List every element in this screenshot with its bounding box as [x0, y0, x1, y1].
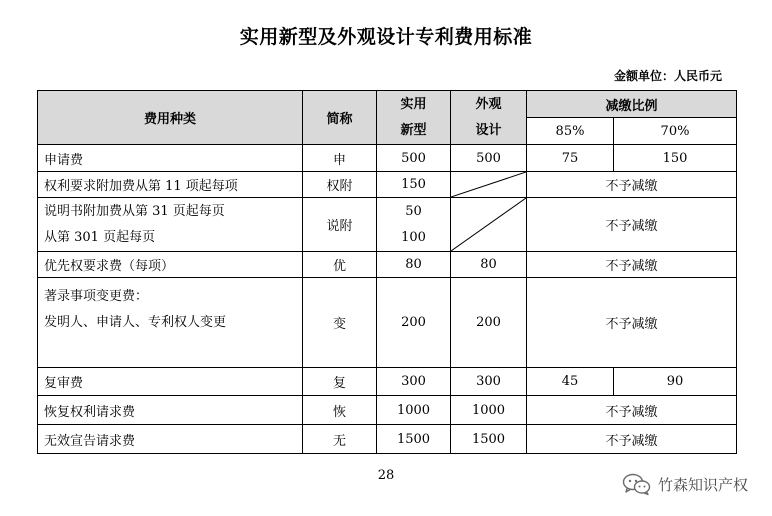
header-reduction-85: 85% [527, 118, 614, 145]
fee-name: 无效宣告请求费 [38, 425, 303, 454]
fee-utility: 1000 [377, 396, 451, 425]
fee-abbr: 变 [303, 278, 377, 368]
fee-design-not-applicable [451, 198, 527, 252]
fee-utility: 1500 [377, 425, 451, 454]
header-utility [377, 91, 451, 145]
fee-reduction-85: 45 [527, 368, 614, 396]
fee-abbr: 恢 [303, 396, 377, 425]
fee-name: 申请费 [38, 145, 303, 172]
fee-reduction: 不予减缴 [527, 252, 737, 278]
table-row [38, 278, 737, 368]
table-header-row [38, 91, 737, 118]
fee-name-line2: 发明人、申请人、专利权人变更 [44, 315, 227, 330]
fee-reduction: 不予减缴 [527, 172, 737, 198]
unit-note: 金额单位：人民币元 [613, 69, 722, 83]
header-reduction: 减缴比例 [527, 91, 737, 118]
fee-reduction: 不予减缴 [527, 396, 737, 425]
fee-abbr: 权附 [303, 172, 377, 198]
header-design [451, 91, 527, 145]
fee-name: 复审费 [38, 368, 303, 396]
table-row [38, 368, 737, 396]
page-title: 实用新型及外观设计专利费用标准 [239, 26, 533, 48]
fee-name [38, 198, 303, 252]
header-utility-line1: 实用 [400, 96, 427, 112]
table-row [38, 252, 737, 278]
fee-name: 优先权要求费（每项） [38, 252, 303, 278]
header-fee-type: 费用种类 [38, 91, 303, 145]
wechat-icon [622, 472, 652, 496]
fee-name [38, 278, 303, 368]
watermark-text: 竹森知识产权 [657, 475, 748, 494]
fee-utility: 80 [377, 252, 451, 278]
fee-name-line1: 说明书附加费从第 31 页起每页 [44, 203, 225, 219]
fee-design: 200 [451, 278, 527, 368]
fee-name: 权利要求附加费从第 11 项起每项 [38, 172, 303, 198]
table-row [38, 198, 737, 252]
diagonal-slash [451, 172, 526, 197]
fee-reduction: 不予减缴 [527, 198, 737, 252]
fee-design: 1000 [451, 396, 527, 425]
fee-design: 500 [451, 145, 527, 172]
fee-abbr: 申 [303, 145, 377, 172]
fee-utility-line1: 50 [405, 203, 422, 219]
fee-design-not-applicable [451, 172, 527, 198]
header-design-line2: 设计 [475, 122, 502, 138]
table-row [38, 145, 737, 172]
header-utility-line2: 新型 [400, 122, 427, 138]
table-row [38, 396, 737, 425]
fee-abbr: 复 [303, 368, 377, 396]
fee-table [37, 90, 737, 454]
fee-utility: 300 [377, 368, 451, 396]
fee-reduction-85: 75 [527, 145, 614, 172]
fee-name-line1: 著录事项变更费： [44, 289, 149, 304]
fee-name: 恢复权利请求费 [38, 396, 303, 425]
fee-utility: 150 [377, 172, 451, 198]
fee-abbr: 说附 [303, 198, 377, 252]
fee-reduction: 不予减缴 [527, 425, 737, 454]
table-row [38, 172, 737, 198]
fee-design: 300 [451, 368, 527, 396]
fee-utility [377, 198, 451, 252]
diagonal-slash [451, 198, 526, 251]
header-reduction-70: 70% [614, 118, 737, 145]
fee-design: 80 [451, 252, 527, 278]
fee-utility: 500 [377, 145, 451, 172]
fee-utility: 200 [377, 278, 451, 368]
fee-design: 1500 [451, 425, 527, 454]
fee-abbr: 无 [303, 425, 377, 454]
fee-reduction-70: 90 [614, 368, 737, 396]
header-design-line1: 外观 [475, 96, 502, 112]
header-abbr: 简称 [303, 91, 377, 145]
fee-reduction-70: 150 [614, 145, 737, 172]
table-row [38, 425, 737, 454]
watermark [622, 472, 748, 496]
page-number: 28 [377, 468, 395, 483]
fee-utility-line2: 100 [401, 229, 426, 245]
fee-abbr: 优 [303, 252, 377, 278]
fee-reduction: 不予减缴 [527, 278, 737, 368]
fee-name-line2: 从第 301 页起每页 [44, 229, 156, 245]
